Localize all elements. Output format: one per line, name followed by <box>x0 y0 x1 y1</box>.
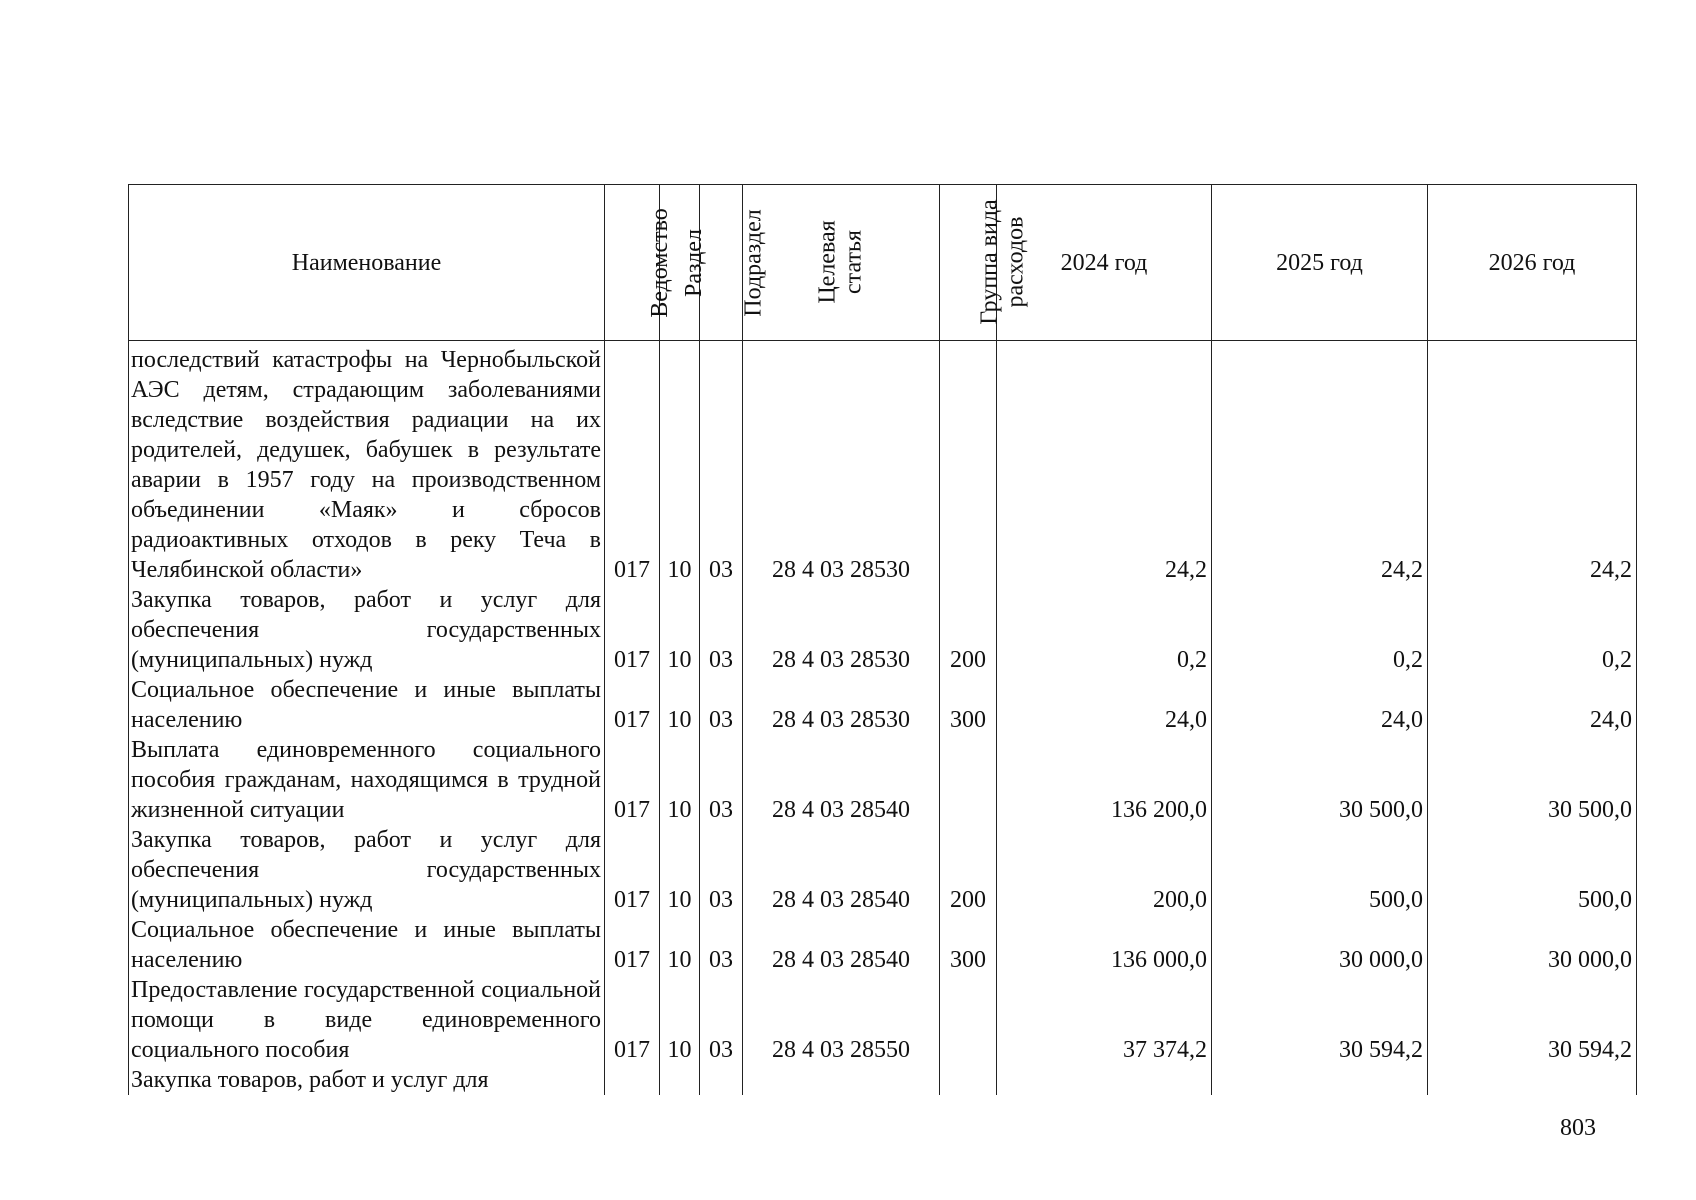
cell-podrazdel: 03 <box>700 585 743 675</box>
cell-2026: 30 594,2 <box>1428 975 1637 1065</box>
header-2025: 2025 год <box>1212 185 1428 341</box>
table-row <box>129 975 1637 1065</box>
cell-2026: 30 000,0 <box>1428 915 1637 975</box>
cell-razdel: 10 <box>660 675 700 735</box>
cell-gruppa-vida <box>940 1065 997 1095</box>
cell-podrazdel: 03 <box>700 735 743 825</box>
cell-name: Выплата единовременного социального пособия гражданам, находящимся в трудной жизненной ситуации <box>129 735 605 825</box>
cell-2025: 24,2 <box>1212 341 1428 586</box>
cell-podrazdel: 03 <box>700 341 743 586</box>
budget-table <box>128 184 1637 1095</box>
cell-celevaya-statya: 28 4 03 28540 <box>743 915 940 975</box>
cell-gruppa-vida <box>940 341 997 586</box>
cell-vedomstvo: 017 <box>605 735 660 825</box>
header-celevaya-line2: статья <box>840 229 867 294</box>
cell-2024: 136 200,0 <box>997 735 1212 825</box>
cell-gruppa-vida: 300 <box>940 915 997 975</box>
cell-2025: 30 500,0 <box>1212 735 1428 825</box>
cell-vedomstvo <box>605 1065 660 1095</box>
cell-2025: 30 594,2 <box>1212 975 1428 1065</box>
cell-vedomstvo: 017 <box>605 585 660 675</box>
cell-2025: 500,0 <box>1212 825 1428 915</box>
cell-name: Закупка товаров, работ и услуг для <box>129 1065 605 1095</box>
cell-2025: 24,0 <box>1212 675 1428 735</box>
cell-2024: 37 374,2 <box>997 975 1212 1065</box>
table-row <box>129 675 1637 735</box>
cell-gruppa-vida <box>940 735 997 825</box>
table-row <box>129 585 1637 675</box>
cell-2026: 500,0 <box>1428 825 1637 915</box>
page-number: 803 <box>1560 1115 1596 1141</box>
cell-celevaya-statya <box>743 1065 940 1095</box>
cell-razdel: 10 <box>660 825 700 915</box>
cell-razdel: 10 <box>660 341 700 586</box>
cell-podrazdel: 03 <box>700 975 743 1065</box>
cell-razdel <box>660 1065 700 1095</box>
cell-celevaya-statya: 28 4 03 28550 <box>743 975 940 1065</box>
cell-celevaya-statya: 28 4 03 28530 <box>743 585 940 675</box>
table-row <box>129 825 1637 915</box>
cell-vedomstvo: 017 <box>605 341 660 586</box>
cell-vedomstvo: 017 <box>605 675 660 735</box>
cell-vedomstvo: 017 <box>605 825 660 915</box>
cell-podrazdel: 03 <box>700 675 743 735</box>
cell-celevaya-statya: 28 4 03 28530 <box>743 675 940 735</box>
header-2024: 2024 год <box>997 185 1212 341</box>
cell-2024: 24,2 <box>997 341 1212 586</box>
cell-celevaya-statya: 28 4 03 28540 <box>743 825 940 915</box>
header-2026: 2026 год <box>1428 185 1637 341</box>
cell-gruppa-vida: 300 <box>940 675 997 735</box>
cell-name: Закупка товаров, работ и услуг для обеспечения государственных (муниципальных) нужд <box>129 825 605 915</box>
cell-2025: 30 000,0 <box>1212 915 1428 975</box>
cell-vedomstvo: 017 <box>605 915 660 975</box>
cell-podrazdel: 03 <box>700 825 743 915</box>
cell-name: Социальное обеспечение и иные выплаты населению <box>129 915 605 975</box>
cell-2024: 136 000,0 <box>997 915 1212 975</box>
cell-podrazdel <box>700 1065 743 1095</box>
cell-2026 <box>1428 1065 1637 1095</box>
table-row <box>129 915 1637 975</box>
cell-2026: 0,2 <box>1428 585 1637 675</box>
cell-vedomstvo: 017 <box>605 975 660 1065</box>
cell-2024: 200,0 <box>997 825 1212 915</box>
cell-2026: 24,0 <box>1428 675 1637 735</box>
header-podrazdel: Подраздел <box>700 185 743 341</box>
cell-2026: 24,2 <box>1428 341 1637 586</box>
header-name: Наименование <box>129 185 605 341</box>
cell-razdel: 10 <box>660 915 700 975</box>
cell-2024: 24,0 <box>997 675 1212 735</box>
cell-name: Закупка товаров, работ и услуг для обеспечения государственных (муниципальных) нужд <box>129 585 605 675</box>
table-row <box>129 1065 1637 1095</box>
header-row <box>129 185 1637 341</box>
cell-celevaya-statya: 28 4 03 28530 <box>743 341 940 586</box>
table-row <box>129 735 1637 825</box>
cell-razdel: 10 <box>660 735 700 825</box>
header-gruppa-vida-rashodov <box>940 185 1029 341</box>
cell-celevaya-statya: 28 4 03 28540 <box>743 735 940 825</box>
header-celevaya-statya <box>743 185 940 341</box>
cell-name: Социальное обеспечение и иные выплаты населению <box>129 675 605 735</box>
cell-razdel: 10 <box>660 585 700 675</box>
cell-2025 <box>1212 1065 1428 1095</box>
cell-name: Предоставление государственной социальной помощи в виде единовременного социального пособия <box>129 975 605 1065</box>
cell-razdel: 10 <box>660 975 700 1065</box>
header-gruppa-line2: расходов <box>1002 216 1029 307</box>
header-gruppa-line1: Группа вида <box>976 198 1003 325</box>
cell-podrazdel: 03 <box>700 915 743 975</box>
table-row <box>129 341 1637 586</box>
cell-gruppa-vida: 200 <box>940 825 997 915</box>
cell-2026: 30 500,0 <box>1428 735 1637 825</box>
cell-gruppa-vida <box>940 975 997 1065</box>
table-body <box>129 341 1637 1096</box>
cell-2025: 0,2 <box>1212 585 1428 675</box>
header-vedomstvo: Ведомство <box>605 185 660 341</box>
cell-gruppa-vida: 200 <box>940 585 997 675</box>
header-razdel: Раздел <box>660 185 700 341</box>
cell-name: последствий катастрофы на Чернобыльской АЭС детям, страдающим заболеваниями вследствие воздействия радиации на их родителей, дедушек, бабушек в результате аварии в 1957 году на производственном объединении «Маяк» и сбросов радиоактивных отходов в реку Теча в Челябинской области» <box>129 341 605 586</box>
cell-2024: 0,2 <box>997 585 1212 675</box>
header-celevaya-line1: Целевая <box>814 219 841 304</box>
cell-2024 <box>997 1065 1212 1095</box>
